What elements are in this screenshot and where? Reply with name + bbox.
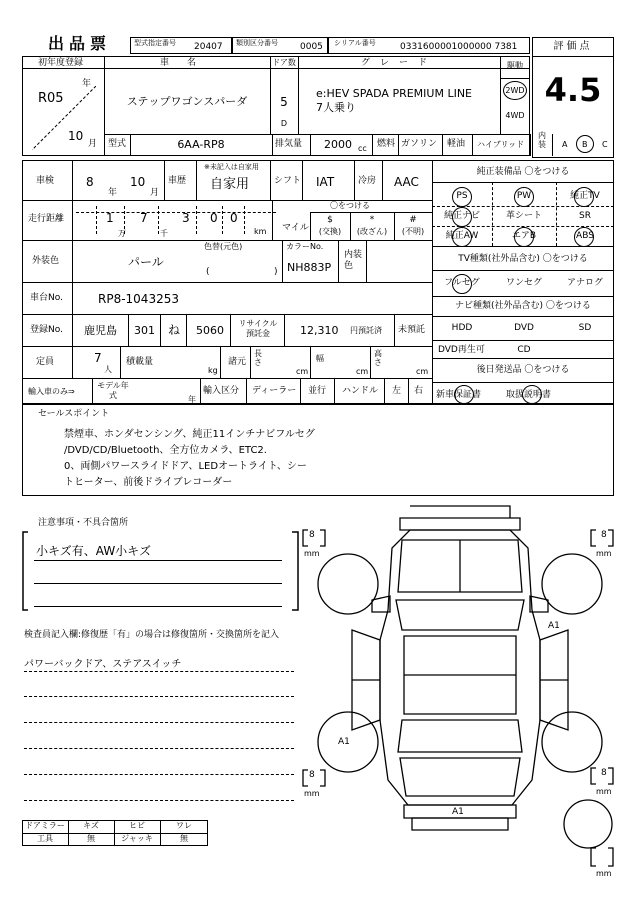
plate-area: 鹿児島 xyxy=(84,324,117,337)
score-label: 評価点 xyxy=(553,41,593,52)
displacement-unit: cc xyxy=(358,144,367,153)
height-unit: cm xyxy=(416,367,429,376)
recycle-status: 未預託 xyxy=(398,325,426,335)
score-value: 4.5 xyxy=(544,71,602,109)
color-no-value: NH883P xyxy=(287,261,332,274)
nav-hdd: HDD xyxy=(451,323,473,333)
recycle-unit: 円預託済 xyxy=(350,326,382,335)
interior-label: 内装 xyxy=(538,131,546,149)
damage-rear-left-wheel: A1 xyxy=(338,737,350,747)
repaint-label: 色替(元色) xyxy=(204,242,243,251)
first-reg-month: 10 xyxy=(68,129,84,143)
repaint-close-paren: ) xyxy=(274,267,278,277)
first-reg-year: R05 xyxy=(38,91,64,106)
shift-label: シフト xyxy=(274,176,302,186)
equip-leather: 革シート xyxy=(505,211,542,221)
equip-abs-circle xyxy=(574,227,594,247)
tire-fr-depth: 8 xyxy=(601,530,607,540)
nav-dvd: DVD xyxy=(514,323,534,333)
ext-color-value: パール xyxy=(128,255,164,269)
serial-value: 0331600001000000 7381 xyxy=(400,42,518,52)
damage-front-right-wheel: A1 xyxy=(548,621,560,631)
swap-label: (交換) xyxy=(318,227,342,236)
dvd-cd: CD xyxy=(517,345,531,355)
fuel-light-oil: 軽油 xyxy=(447,139,466,149)
equip-abs: ABS xyxy=(576,231,594,241)
later-warranty: 新車保証書 xyxy=(436,390,482,400)
drive-label: 駆動 xyxy=(507,61,523,70)
table-tools: 工具 xyxy=(37,834,53,843)
recycle-value: 12,310 xyxy=(300,324,339,337)
later-manual-circle xyxy=(522,385,542,404)
tire-rl-mm: mm xyxy=(304,789,320,798)
notes-text: 小キズ有、AW小キズ xyxy=(36,544,151,558)
selling-line-3: 0、両側パワースライドドア、LEDオートライト、シー xyxy=(64,461,307,472)
grade-line1: e:HEV SPADA PREMIUM LINE xyxy=(316,87,473,100)
load-label: 積載量 xyxy=(126,357,154,367)
width-unit: cm xyxy=(356,367,369,376)
mileage-digit-3: 3 xyxy=(182,211,190,225)
equip-sr: SR xyxy=(579,211,591,221)
plate-label: 登録No. xyxy=(30,325,63,335)
nav-title: ナビ種類(社外品含む) 〇をつける xyxy=(455,301,591,311)
import-dealer: ディーラー xyxy=(252,386,297,396)
plate-class: 301 xyxy=(134,324,155,337)
model-designation-value: 20407 xyxy=(194,42,223,52)
import-label: 輸入車のみ⇒ xyxy=(28,387,75,396)
equip-pw: PW xyxy=(516,191,532,201)
selling-points-label: セールスポイント xyxy=(38,409,110,419)
tire-fl-depth: 8 xyxy=(309,530,315,540)
tire-rr-mm: mm xyxy=(596,787,612,796)
ext-color-label: 外装色 xyxy=(32,256,60,266)
equip-pw-circle xyxy=(514,187,534,207)
equip-ps-circle xyxy=(452,187,472,207)
table-door-mirror: ドアミラー xyxy=(25,821,65,830)
doors-sub: D xyxy=(280,119,288,128)
equipment-title: 純正装備品 〇をつける xyxy=(476,167,570,177)
mileage-digit-5: 0 xyxy=(230,211,238,225)
height-label: 高さ xyxy=(374,349,382,367)
type-value: 6AA-RP8 xyxy=(177,138,225,151)
handle-left: 左 xyxy=(392,386,402,396)
equip-navi-circle xyxy=(452,207,472,227)
handle-right: 右 xyxy=(414,386,424,396)
import-type-label: 輸入区分 xyxy=(203,386,240,396)
capacity-unit: 人 xyxy=(104,365,112,374)
history-value: 自家用 xyxy=(210,177,250,192)
equip-aw: 純正AW xyxy=(445,231,479,241)
table-crack: ヒビ xyxy=(129,821,145,830)
tv-fullseg: フルセグ xyxy=(444,278,480,288)
first-reg-month-unit: 月 xyxy=(88,139,98,149)
mile-label: マイル xyxy=(282,223,309,233)
inspector-label: 検査員記入欄:修復歴「有」の場合は修復箇所・交換箇所を記入 xyxy=(24,630,280,640)
mileage-man: 万 xyxy=(118,229,126,238)
inspection-year: 8 xyxy=(86,175,94,189)
doors-label: ドア数 xyxy=(272,58,296,67)
model-year-unit: 年 xyxy=(188,395,196,404)
tire-rl-depth: 8 xyxy=(309,770,315,780)
import-parallel: 並行 xyxy=(308,386,327,396)
type-label: 型式 xyxy=(108,139,127,149)
category-label: 類別区分番号 xyxy=(236,39,278,47)
capacity-value: 7 xyxy=(94,351,102,365)
mark-note: 〇をつける xyxy=(330,201,370,210)
altered-label: (改ざん) xyxy=(356,227,388,236)
equip-ps: PS xyxy=(456,191,468,201)
mileage-digit-2: 7 xyxy=(140,211,148,225)
serial-label: シリアル番号 xyxy=(334,39,376,47)
ac-value: AAC xyxy=(394,175,419,189)
equip-tv-circle xyxy=(574,187,594,207)
inspection-month-unit: 月 xyxy=(150,188,160,198)
capacity-label: 定員 xyxy=(36,357,55,367)
displacement-label: 排気量 xyxy=(275,139,303,149)
grade-line2: 7人乗り xyxy=(316,101,356,114)
interior-b: B xyxy=(582,140,588,149)
handle-label: ハンドル xyxy=(342,386,379,396)
history-label: 車歴 xyxy=(168,176,187,186)
dims-label: 諸元 xyxy=(228,357,247,367)
length-label: 長さ xyxy=(254,349,262,367)
fuel-gasoline: ガソリン xyxy=(401,139,438,149)
tire-rr-depth: 8 xyxy=(601,768,607,778)
category-value: 0005 xyxy=(300,42,323,52)
recycle-label: リサイクル預託金 xyxy=(238,319,278,338)
altered-mark: * xyxy=(369,215,375,225)
selling-line-1: 禁煙車、ホンダセンシング、純正11インチナビフルセグ xyxy=(64,429,315,440)
damage-rear-bumper: A1 xyxy=(452,807,464,817)
unknown-label: (不明) xyxy=(401,227,425,236)
table-tools-value: 無 xyxy=(87,834,95,843)
inspector-text: パワーバックドア、ステアスイッチ xyxy=(24,659,182,670)
fuel-label: 燃料 xyxy=(377,139,396,149)
load-unit: kg xyxy=(208,366,218,375)
plate-kana: ね xyxy=(168,323,181,337)
drive-4wd: 4WD xyxy=(505,111,525,120)
mileage-sen: 千 xyxy=(160,229,168,238)
page-title: 出品票 xyxy=(48,34,112,53)
car-name-label: 車名 xyxy=(159,58,214,68)
color-no-label: カラーNo. xyxy=(286,242,324,251)
later-title: 後日発送品 〇をつける xyxy=(476,365,570,375)
mileage-digit-4: 0 xyxy=(210,211,218,225)
displacement-value: 2000 xyxy=(324,138,352,151)
inspection-year-unit: 年 xyxy=(108,188,118,198)
equip-airbag-circle xyxy=(514,227,534,247)
drive-2wd-circle xyxy=(503,81,527,100)
fuel-hybrid: ハイブリッド xyxy=(477,140,525,149)
interior-c: C xyxy=(602,140,608,149)
selling-line-2: /DVD/CD/Bluetooth、全方位カメラ、ETC2. xyxy=(64,445,267,456)
table-jack-value: 無 xyxy=(180,834,188,843)
drive-2wd: 2WD xyxy=(505,86,525,95)
equip-tv: 純正TV xyxy=(570,191,600,201)
doors-value: 5 xyxy=(280,95,288,109)
notes-label: 注意事項・不具合箇所 xyxy=(38,518,129,528)
nav-sd: SD xyxy=(578,323,592,333)
tv-oneseg: ワンセグ xyxy=(505,278,542,288)
first-reg-label: 初年度登録 xyxy=(38,58,84,68)
tv-fullseg-circle xyxy=(452,274,472,294)
ac-label: 冷房 xyxy=(358,176,377,186)
equip-aw-circle xyxy=(452,227,472,247)
mileage-label: 走行距離 xyxy=(28,214,65,224)
width-label: 幅 xyxy=(316,354,324,363)
chassis-label: 車台No. xyxy=(30,293,63,303)
dvd-playback: DVD再生可 xyxy=(438,345,485,355)
length-unit: cm xyxy=(296,367,309,376)
table-break: ワレ xyxy=(176,821,192,830)
car-name-value: ステップワゴンスパーダ xyxy=(126,95,248,108)
mileage-digit-1: 1 xyxy=(106,211,114,225)
tire-fl-mm: mm xyxy=(304,549,320,558)
tv-analog: アナログ xyxy=(566,278,603,288)
unknown-mark: # xyxy=(409,215,417,225)
selling-line-4: トヒーター、前後ドライブレコーダー xyxy=(64,477,233,488)
first-reg-divider xyxy=(32,86,96,150)
first-reg-year-unit: 年 xyxy=(82,79,92,89)
interior-a: A xyxy=(562,140,568,149)
equip-airbag: エアB xyxy=(511,231,537,241)
plate-number: 5060 xyxy=(196,324,224,337)
int-color-label: 内装色 xyxy=(344,250,363,271)
tire-fr-mm: mm xyxy=(596,549,612,558)
chassis-value: RP8-1043253 xyxy=(98,292,179,306)
interior-b-circle xyxy=(576,135,594,153)
swap-mark: $ xyxy=(327,215,333,225)
spare-tire-mm: mm xyxy=(596,869,612,878)
shift-value: IAT xyxy=(316,175,335,189)
model-designation-label: 型式指定番号 xyxy=(134,39,176,47)
model-year-label: モデル年式 xyxy=(97,381,129,400)
inspection-month: 10 xyxy=(130,175,146,189)
history-note: ※未記入は自家用 xyxy=(204,163,259,171)
inspection-label: 車検 xyxy=(36,176,55,186)
repaint-open-paren: ( xyxy=(206,267,210,277)
grade-label: グレード xyxy=(360,58,437,68)
car-diagram xyxy=(300,500,640,900)
tv-title: TV種類(社外品含む) 〇をつける xyxy=(458,254,588,264)
later-warranty-circle xyxy=(454,385,474,404)
table-scratch: キズ xyxy=(83,821,99,830)
equip-navi: 純正ナビ xyxy=(443,211,480,221)
notes-bracket xyxy=(22,530,300,612)
later-manual: 取扱説明書 xyxy=(506,390,552,400)
table-jack: ジャッキ xyxy=(121,834,153,843)
mileage-unit: km xyxy=(254,227,267,236)
